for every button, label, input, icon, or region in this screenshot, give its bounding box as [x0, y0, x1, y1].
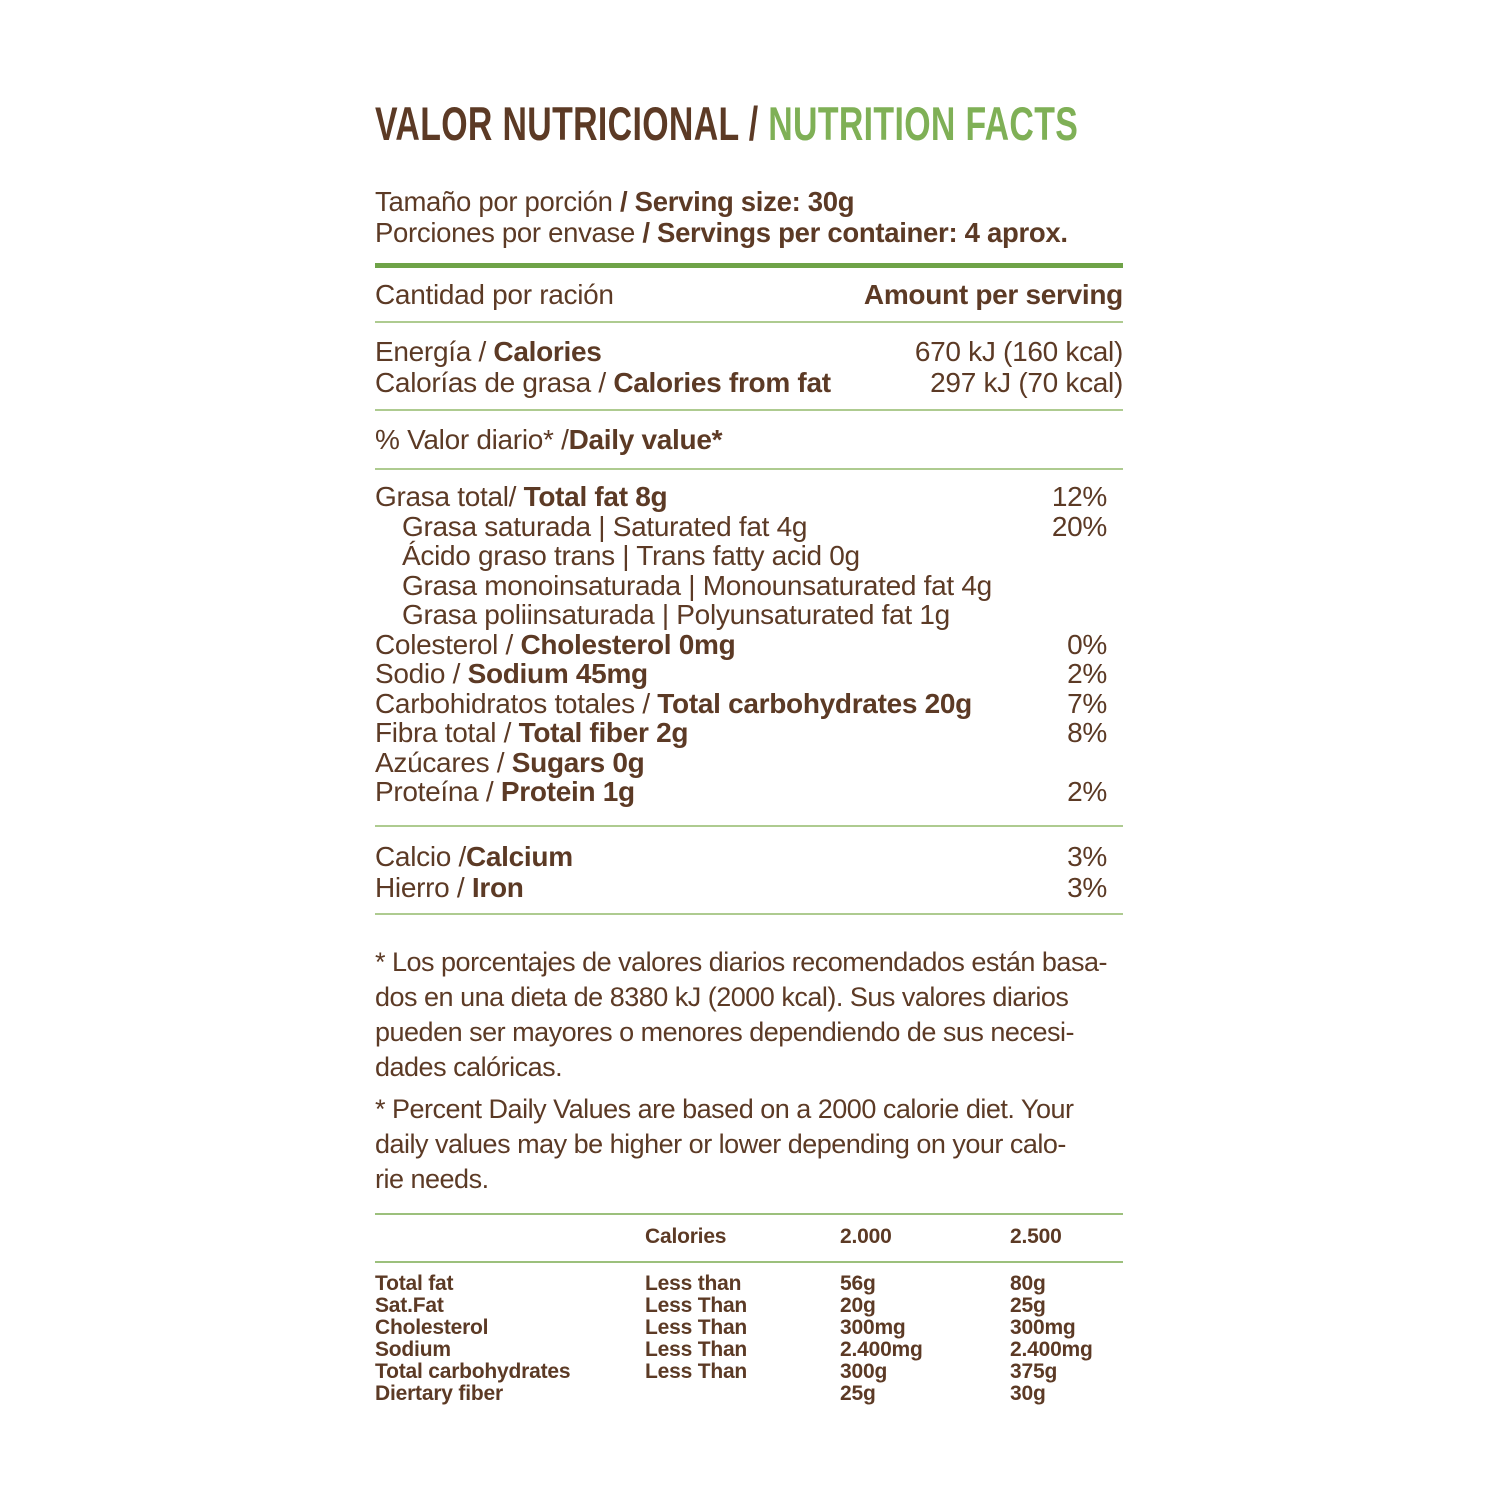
mineral-row-calcium: Calcio /Calcium 3% — [375, 841, 1123, 872]
serving-size-line: Tamaño por porción / Serving size: 30g — [375, 186, 855, 217]
nutrient-row-sugars: Azúcares / Sugars 0g — [375, 746, 645, 778]
nutrient-row-protein: Proteína / Protein 1g 2% — [375, 777, 1123, 807]
daily-value-header: % Valor diario* /Daily value* — [375, 424, 723, 455]
divider — [375, 409, 1123, 411]
table-header-row — [375, 1215, 1123, 1261]
amount-per-serving-header — [375, 281, 1123, 309]
nutrients-section — [375, 482, 1123, 807]
nutrient-row-fiber: Fibra total / Total fiber 2g 8% — [375, 718, 1123, 748]
nutrient-row-total-fat: Grasa total/ Total fat 8g 12% — [375, 482, 1123, 512]
table-row: Diertary fiber 25g 30g — [375, 1381, 1046, 1405]
pct-value: 12% — [1051, 481, 1107, 512]
footnote-english: * Percent Daily Values are based on a 2000 calorie diet. Your daily values may be higher or lower depending on your calo- rie needs. — [375, 1093, 1074, 1194]
table-row: Total carbohydrates Less Than 300g 375g — [375, 1359, 1058, 1383]
divider — [375, 468, 1123, 470]
servings-per-container-line: Porciones por envase / Servings per container: 4 aprox. — [375, 217, 1068, 248]
table-header-calories: Calories — [645, 1224, 727, 1248]
mineral-row-iron: Hierro / Iron 3% — [375, 872, 1123, 903]
serving-info — [375, 186, 1123, 248]
calories-from-fat-value: 297 kJ (70 kcal) — [930, 367, 1123, 398]
table-row: Sodium Less Than 2.400mg 2.400mg — [375, 1337, 1093, 1361]
divider — [375, 825, 1123, 827]
nutrient-row-cholesterol: Colesterol / Cholesterol 0mg 0% — [375, 630, 1123, 660]
table-row: Cholesterol Less Than 300mg 300mg — [375, 1315, 1076, 1339]
amount-header-es: Cantidad por ración — [375, 279, 614, 310]
pct-value: 20% — [1051, 510, 1107, 542]
pct-value: 0% — [1067, 628, 1107, 660]
table-row: Total fat Less than 56g 80g — [375, 1271, 1046, 1295]
nutrient-row-monounsaturated-fat: Grasa monoinsaturada | Monounsaturated fat 4g — [402, 569, 992, 601]
nutrient-row-carbohydrates: Carbohidratos totales / Total carbohydrates 20g 7% — [375, 689, 1123, 719]
footnote-spanish: * Los porcentajes de valores diarios recomendados están basa- dos en una dieta de 8380 kJ (2000 kcal). Sus valores diarios pueden ser mayores o menores dependiendo de sus necesi- dades calóricas. — [375, 946, 1107, 1082]
energy-section — [375, 336, 1123, 398]
amount-header-en: Amount per serving — [863, 279, 1123, 310]
daily-values-table — [375, 1213, 1123, 1405]
pct-value: 7% — [1067, 687, 1107, 719]
energy-row: Energía / Calories 670 kJ (160 kcal) — [375, 336, 1123, 367]
pct-value: 2% — [1067, 776, 1107, 807]
pct-value: 3% — [1067, 840, 1107, 872]
energy-value: 670 kJ (160 kcal) — [914, 336, 1123, 367]
table-row: Sat.Fat Less Than 20g 25g — [375, 1293, 1046, 1317]
divider — [375, 321, 1123, 323]
minerals-section — [375, 841, 1123, 903]
nutrient-row-polyunsaturated-fat: Grasa poliinsaturada | Polyunsaturated fat 1g — [402, 599, 950, 630]
pct-value: 2% — [1067, 658, 1107, 689]
table-header-2500: 2.500 — [1010, 1224, 1062, 1248]
nutrient-row-saturated-fat: Grasa saturada | Saturated fat 4g 20% — [375, 512, 1123, 542]
label-title — [375, 97, 1079, 150]
divider — [375, 913, 1123, 915]
pct-value: 3% — [1067, 871, 1107, 903]
title-english: NUTRITION FACTS — [768, 97, 1079, 150]
table-header-2000: 2.000 — [840, 1224, 892, 1248]
calories-from-fat-row: Calorías de grasa / Calories from fat 297 kJ (70 kcal) — [375, 367, 1123, 398]
nutrition-label — [375, 97, 1123, 1405]
pct-value: 8% — [1067, 717, 1107, 748]
nutrient-row-sodium: Sodio / Sodium 45mg 2% — [375, 659, 1123, 689]
divider-thick — [375, 263, 1123, 268]
title-spanish: VALOR NUTRICIONAL / — [375, 97, 759, 150]
table-body — [375, 1263, 1123, 1405]
nutrient-row-trans-fat: Ácido graso trans | Trans fatty acid 0g — [402, 540, 860, 571]
